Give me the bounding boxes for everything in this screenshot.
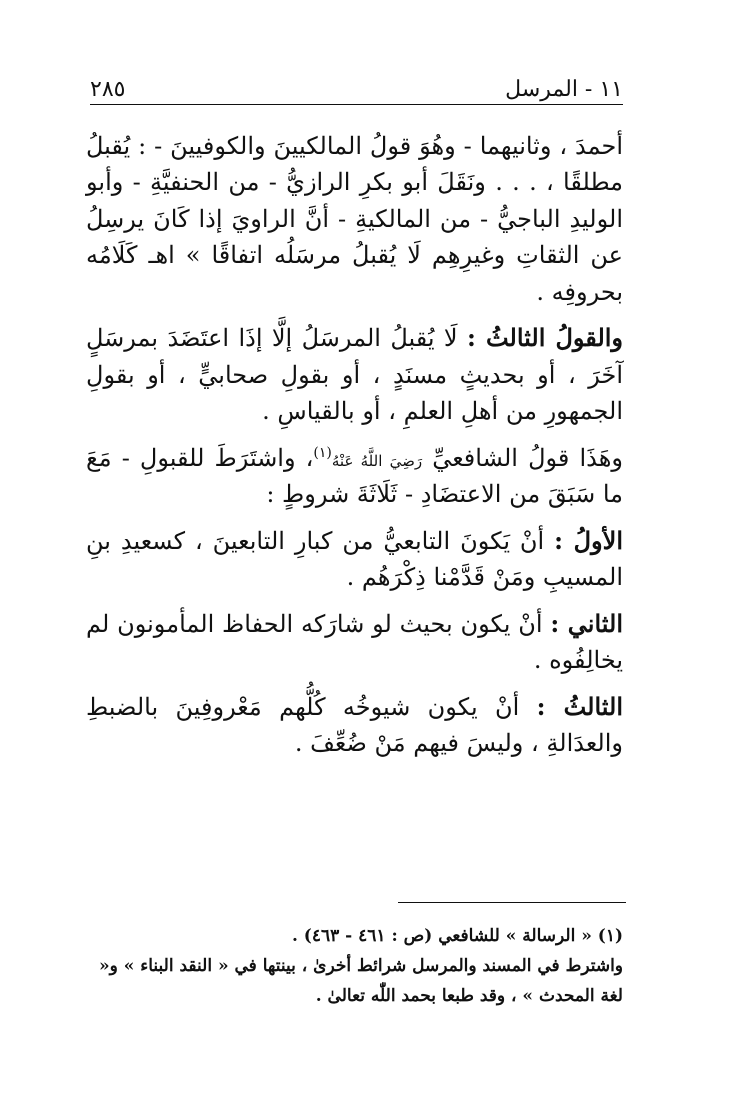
paragraph — [86, 320, 623, 429]
body-text — [86, 128, 623, 772]
paragraph — [86, 128, 623, 310]
paragraph-pre: وهَذَا قولُ الشافعيِّ — [422, 443, 623, 472]
paragraph-text: أحمدَ ، وثانيهما - وهُوَ قولُ المالكيينَ والكوفيينَ - : يُقبلُ مطلقًا ، . . . ونَقَلَ أبو بكرِ الرازيُّ - من الحنفيَّةِ - وأبو الوليدِ الباجيُّ - من المالكيةِ - أنَّ الراويَ إذا كَانَ يرسِلُ عن الثقاتِ وغيرِهِم لَا يُقبلُ مرسَلُه اتفاقًا » اهـ كَلَامُه بحروفِه . — [86, 132, 623, 306]
paragraph — [86, 523, 623, 596]
paragraph — [86, 440, 623, 513]
footnote: (١) « الرسالة » للشافعي (ص : ٤٦١ - ٤٦٣) . — [291, 926, 623, 946]
paragraph — [86, 606, 623, 679]
footnote-ref[interactable]: (١) — [313, 444, 332, 461]
paragraph-text: ، واشتَرَطَ للقبولِ - مَعَ ما سَبَقَ من الاعتضَادِ - ثَلَاثَةَ شروطٍ : — [86, 443, 623, 509]
paragraph-text: أنْ يكون شيوخُه كُلُّهم مَعْروفِينَ بالضبطِ والعدَالةِ ، وليسَ فيهم مَنْ ضُعِّفَ . — [86, 692, 623, 758]
running-header — [90, 62, 623, 102]
footnotes — [86, 922, 623, 1011]
paragraph — [86, 689, 623, 762]
header-divider — [90, 104, 623, 105]
paragraph-text: أنْ يكون بحيث لو شارَكه الحفاظ المأمونون لم يخالِفُوه . — [86, 609, 623, 675]
paragraph-lead: الثالثُ : — [536, 691, 623, 721]
paragraph-lead: الثاني : — [550, 608, 624, 638]
paragraph-text: لَا يُقبلُ المرسَلُ إلَّا إذَا اعتَضَدَ بمرسَلٍ آخَرَ ، أو بحديثٍ مسنَدٍ ، أو بقولِ صحابيٍّ ، أو بقولِ الجمهورِ من أهلِ العلمِ ، أو بالقياسِ . — [86, 324, 623, 426]
footnote: واشترط في المسند والمرسل شرائط أخرىٰ ، بينتها في « النقد البناء » و« لغة المحدث » ، وقد طبعا بحمد اللّٰه تعالىٰ . — [98, 955, 623, 1006]
paragraph-lead: والقولُ الثالثُ : — [467, 323, 624, 353]
honorific-glyph: رَضِيَ اللَّهُ عَنْهُ — [331, 451, 423, 470]
footnote-divider — [398, 902, 626, 903]
chapter-title: ١١ - المرسل — [505, 77, 623, 102]
paragraph-lead: الأولُ : — [554, 525, 623, 555]
page-number: ٢٨٥ — [90, 77, 126, 102]
paragraph-text: أنْ يَكونَ التابعيُّ من كبارِ التابعينَ ، كسعيدِ بنِ المسيبِ ومَنْ قَدَّمْنا ذِكْرَهُم . — [86, 526, 623, 592]
